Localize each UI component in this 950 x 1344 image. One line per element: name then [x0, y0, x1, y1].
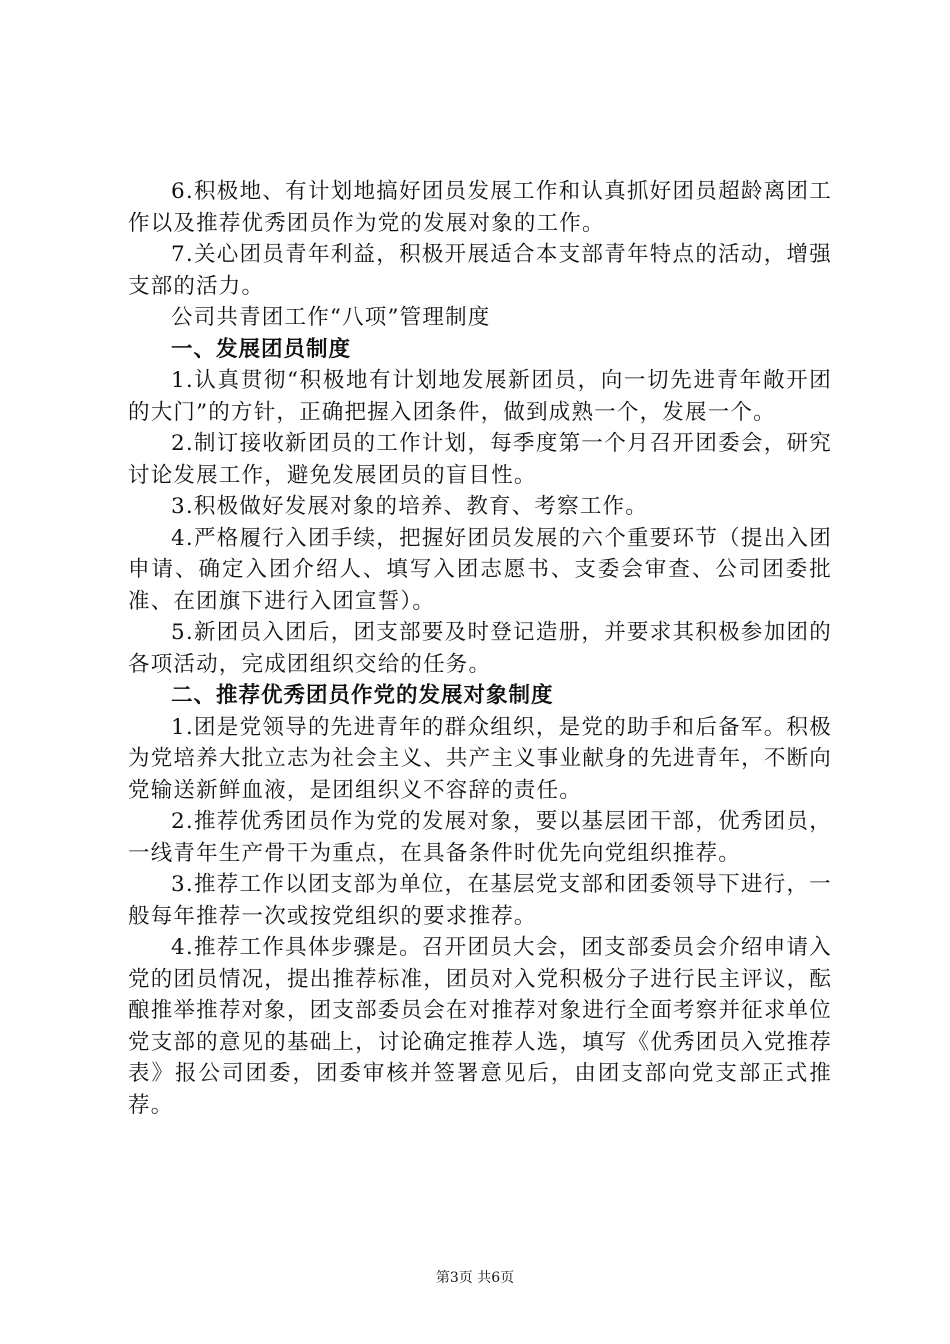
- document-body: [128, 176, 832, 1121]
- paragraph-recommend-3: 3.推荐工作以团支部为单位，在基层党支部和团委领导下进行，一般每年推荐一次或按党组织的要求推荐。: [128, 872, 832, 929]
- paragraph-7: 7.关心团员青年利益，积极开展适合本支部青年特点的活动，增强支部的活力。: [128, 242, 832, 299]
- heading-recommend-members: 二、推荐优秀团员作党的发展对象制度: [171, 683, 554, 708]
- heading-develop-members: 一、发展团员制度: [171, 336, 352, 362]
- paragraph-6: 6.积极地、有计划地搞好团员发展工作和认真抓好团员超龄离团工作以及推荐优秀团员作为党的发展对象的工作。: [128, 179, 832, 236]
- section-title: 公司共青团工作“八项”管理制度: [171, 305, 491, 330]
- paragraph-develop-4: 4.严格履行入团手续，把握好团员发展的六个重要环节（提出入团申请、确定入团介绍人、填写入团志愿书、支委会审查、公司团委批准、在团旗下进行入团宣誓）。: [128, 525, 832, 614]
- paragraph-recommend-1: 1.团是党领导的先进青年的群众组织，是党的助手和后备军。积极为党培养大批立志为社会主义、共产主义事业献身的先进青年，不断向党输送新鲜血液，是团组织义不容辞的责任。: [128, 714, 832, 803]
- paragraph-develop-5: 5.新团员入团后，团支部要及时登记造册，并要求其积极参加团的各项活动，完成团组织交给的任务。: [128, 620, 832, 677]
- paragraph-develop-3: 3.积极做好发展对象的培养、教育、考察工作。: [171, 494, 648, 519]
- paragraph-develop-2: 2.制订接收新团员的工作计划，每季度第一个月召开团委会，研究讨论发展工作，避免发展团员的盲目性。: [128, 431, 832, 488]
- paragraph-recommend-2: 2.推荐优秀团员作为党的发展对象，要以基层团干部，优秀团员，一线青年生产骨干为重点，在具备条件时优先向党组织推荐。: [128, 809, 832, 866]
- paragraph-develop-1: 1.认真贯彻“积极地有计划地发展新团员，向一切先进青年敞开团的大门”的方针，正确把握入团条件，做到成熟一个，发展一个。: [128, 368, 832, 425]
- page-footer: 第3页 共6页: [435, 1270, 515, 1286]
- paragraph-recommend-4: 4.推荐工作具体步骤是。召开团员大会，团支部委员会介绍申请入党的团员情况，提出推荐标准，团员对入党积极分子进行民主评议，酝酿推举推荐对象，团支部委员会在对推荐对象进行全面考察并征求单位党支部的意见的基础上，讨论确定推荐人选，填写《优秀团员入党推荐表》报公司团委，团委审核并签署意见后，由团支部向党支部正式推荐。: [128, 935, 832, 1118]
